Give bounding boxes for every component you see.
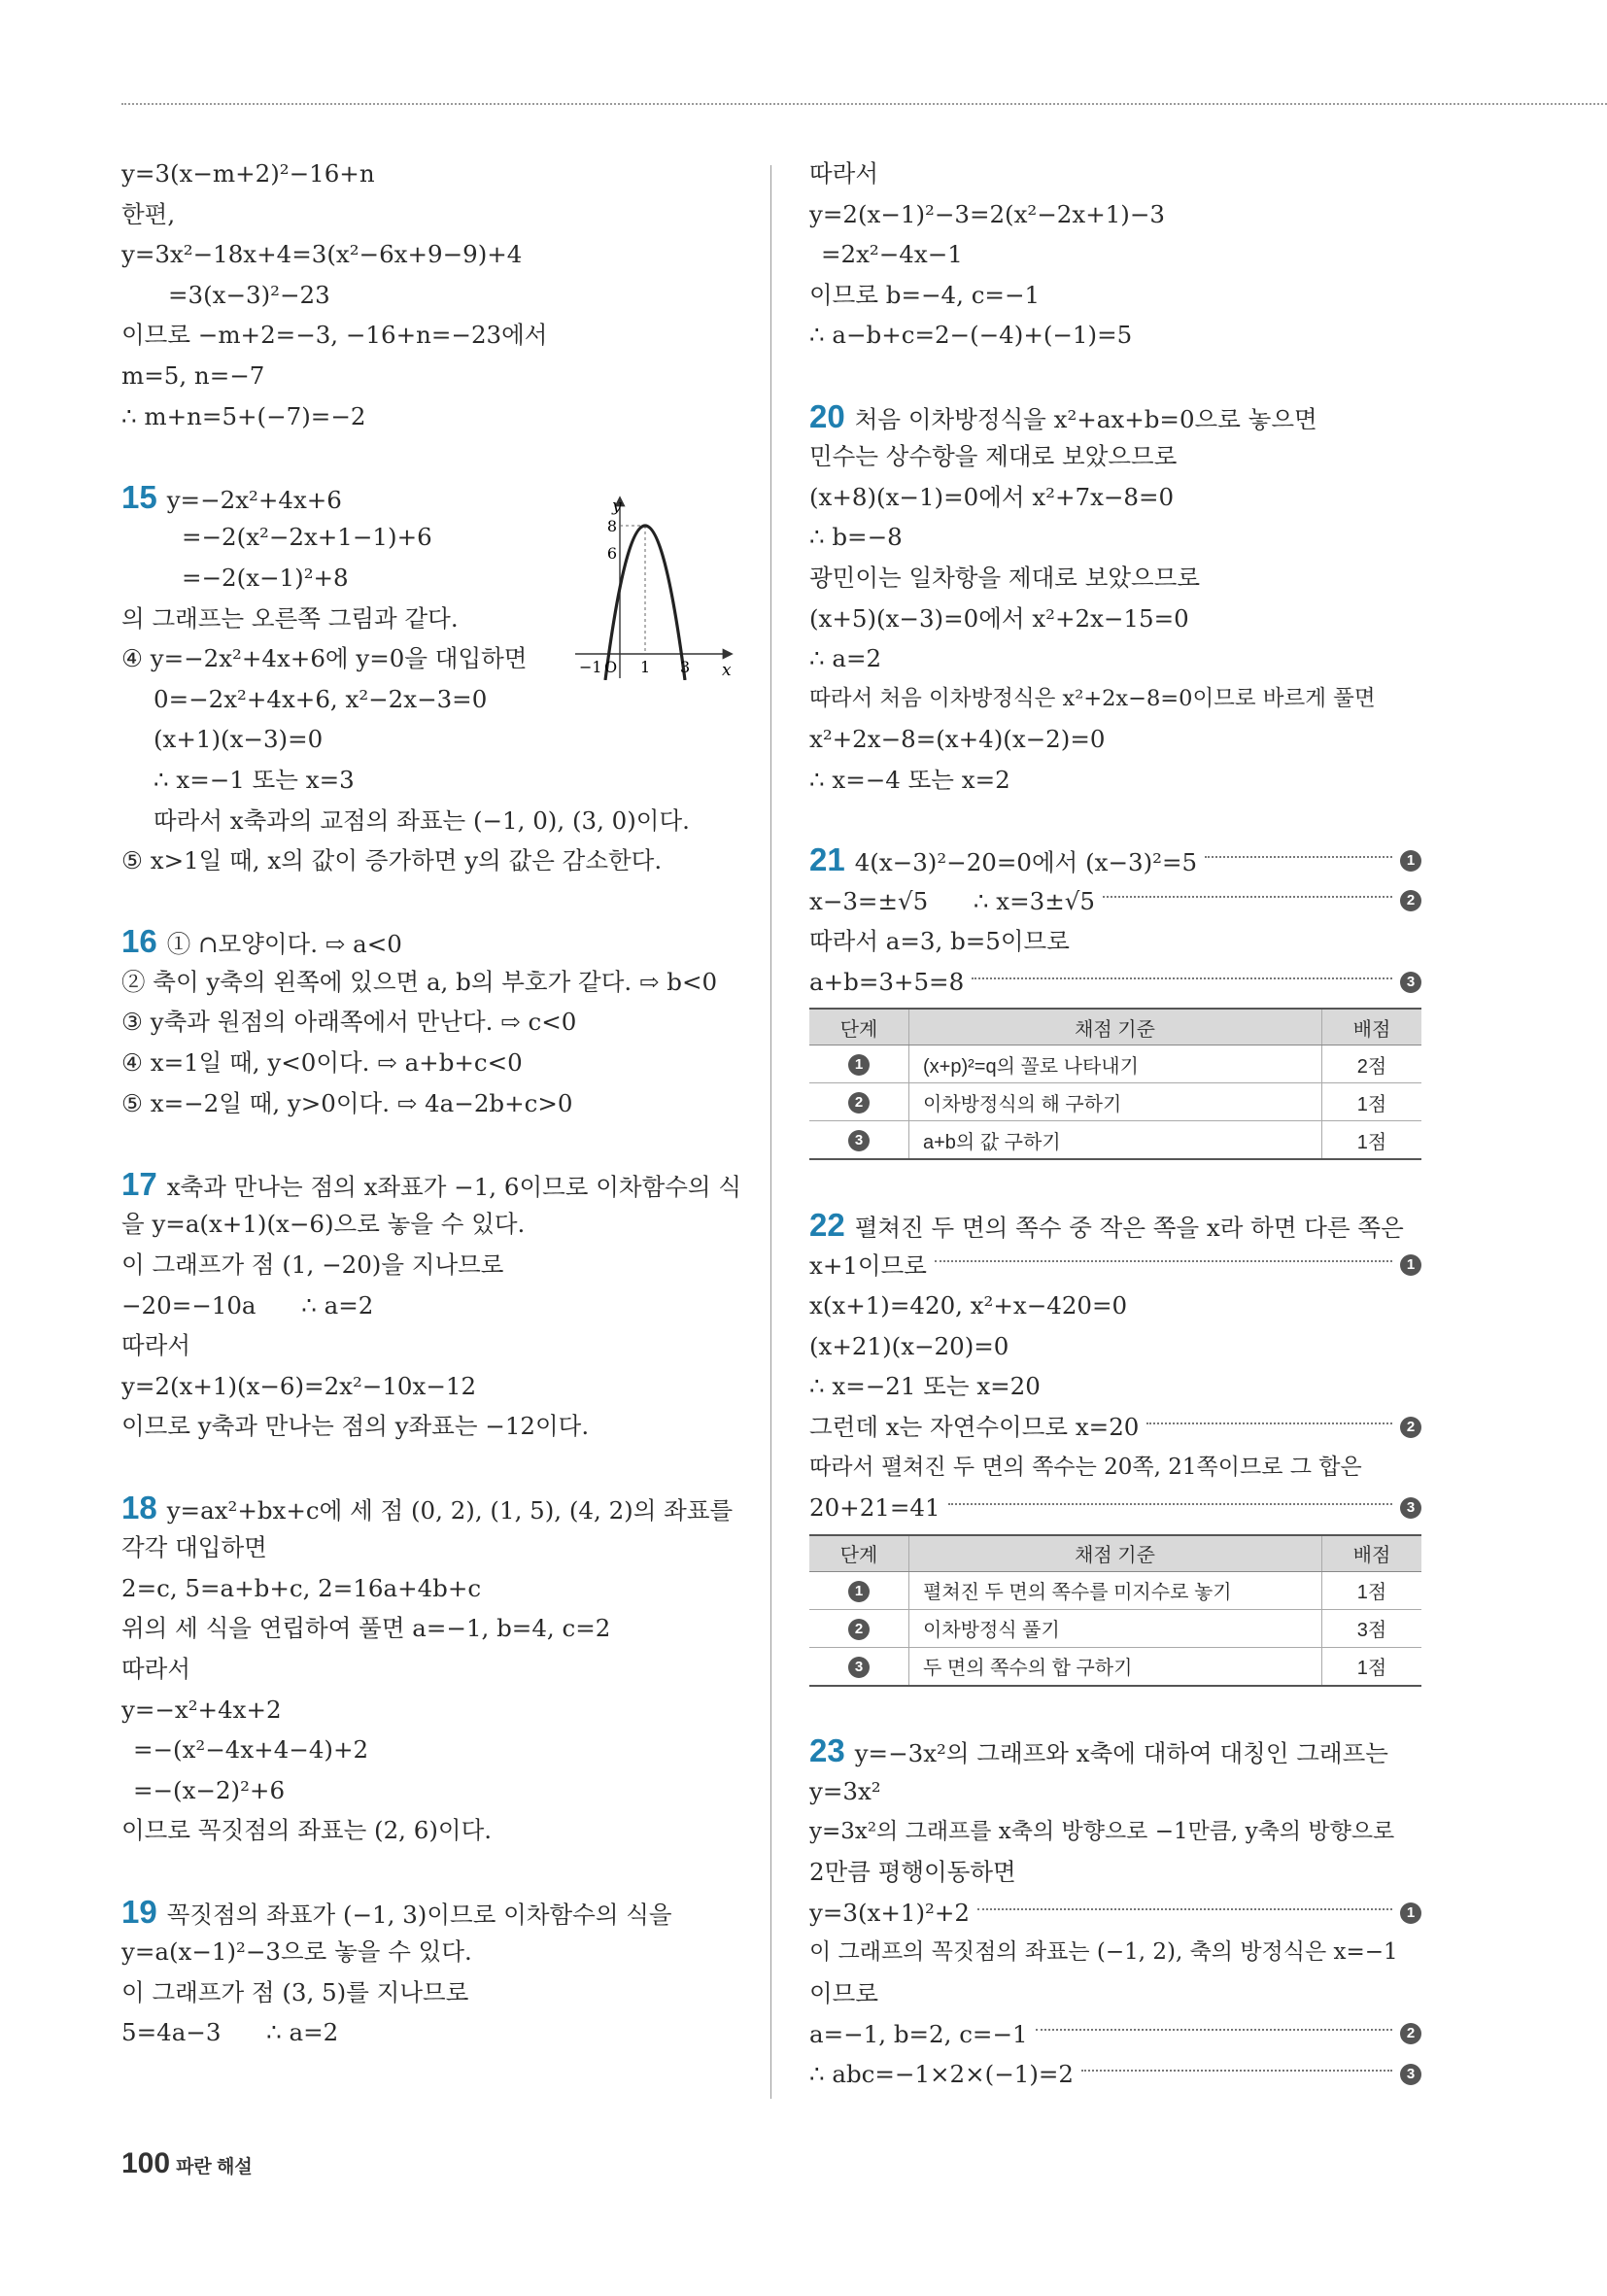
text-line: 민수는 상수항을 제대로 보았으므로 [809,442,1178,471]
points-cell: 1점 [1322,1121,1422,1160]
left-column [121,154,743,2053]
text-line: ∴ x=−1 또는 x=3 [154,765,355,794]
text-line: 위의 세 식을 연립하여 풀면 a=−1, b=4, c=2 [121,1614,611,1643]
text-line: =3(x−3)²−23 [168,280,330,309]
x-tick-label: −1 [579,658,602,676]
text-line-row [809,2054,1421,2095]
text-line: 따라서 [121,1654,191,1683]
text-line: (x+5)(x−3)=0에서 x²+2x−15=0 [809,603,1189,633]
table-row [809,1609,1421,1647]
text-line: 따라서 a=3, b=5이므로 [809,927,1070,956]
problem-16 [121,921,743,962]
step-marker: 2 [1400,1417,1421,1438]
step-marker: 1 [848,1581,870,1602]
step-marker: 2 [1400,890,1421,911]
text-line: 2만큼 평행이동하면 [809,1858,1016,1887]
text-line: 꼭짓점의 좌표가 (−1, 3)이므로 이차함수의 식을 [166,1900,672,1929]
origin-label: O [604,658,618,676]
text-line: ∴ m+n=5+(−7)=−2 [121,401,366,430]
text-line: 이 그래프의 꼭짓점의 좌표는 (−1, 2), 축의 방정식은 x=−1 [809,1939,1398,1966]
text-line: x−3=±√5 ∴ x=3±√5 [809,886,1095,915]
problem-number: 16 [121,923,157,960]
text-line: ① ∩모양이다. ⇨ a<0 [166,930,402,959]
points-cell: 3점 [1322,1609,1422,1647]
table-row [809,1121,1421,1160]
text-line: ⑤ x=−2일 때, y>0이다. ⇨ 4a−2b+c>0 [121,1088,573,1117]
x-tick-label: 1 [640,658,651,676]
problem-21 [809,840,1421,881]
text-line: m=5, n=−7 [121,360,265,390]
step-marker: 3 [848,1130,870,1151]
text-line: 따라서 처음 이차방정식은 x²+2x−8=0이므로 바르게 풀면 [809,685,1376,711]
text-line: y=3(x+1)²+2 [809,1898,970,1927]
text-line: 광민이는 일차항을 제대로 보았으므로 [809,563,1201,592]
step-marker: 3 [1400,972,1421,993]
text-line: y=3x²−18x+4=3(x²−6x+9−9)+4 [121,240,523,269]
problem-number: 23 [809,1732,845,1769]
table-header: 단계 [809,1009,909,1045]
column-divider [770,165,771,2099]
step-marker: 2 [848,1092,870,1114]
text-line: 한편, [121,199,176,228]
step-marker: 3 [1400,2064,1421,2085]
text-line: (x+8)(x−1)=0에서 x²+7x−8=0 [809,482,1175,511]
criterion-cell: (x+p)²=q의 꼴로 나타내기 [909,1045,1322,1083]
step-marker: 2 [1400,2023,1421,2044]
text-line: 처음 이차방정식을 x²+ax+b=0으로 놓으면 [854,404,1317,433]
scoring-table-22 [809,1534,1421,1687]
table-row [809,1571,1421,1609]
y-tick-label: 6 [606,544,617,563]
text-line: =−(x−2)²+6 [133,1775,286,1804]
y-axis-label: y [612,497,622,516]
text-line-row [809,1893,1421,1934]
text-line: ② 축이 y축의 왼쪽에 있으면 a, b의 부호가 같다. ⇨ b<0 [121,967,718,996]
text-line: a+b=3+5=8 [809,967,965,996]
text-line-row [809,962,1421,1003]
text-line: 따라서 [121,1331,191,1360]
text-line: 이므로 b=−4, c=−1 [809,280,1041,309]
text-line: 각각 대입하면 [121,1533,267,1562]
text-line: 의 그래프는 오른쪽 그림과 같다. [121,603,459,633]
text-line: ∴ abc=−1×2×(−1)=2 [809,2060,1075,2089]
table-row [809,1045,1421,1083]
text-line: =−2(x−1)²+8 [182,563,349,592]
points-cell: 1점 [1322,1647,1422,1686]
page-number: 100 [121,2147,171,2179]
text-line: 펼쳐진 두 면의 쪽수 중 작은 쪽을 x라 하면 다른 쪽은 [854,1214,1404,1243]
text-line: (x+21)(x−20)=0 [809,1331,1009,1360]
problem-number: 20 [809,397,845,434]
text-line: 따라서 [809,159,879,188]
parabola-graph [575,494,740,680]
points-cell: 1점 [1322,1571,1422,1609]
problem-number: 19 [121,1893,157,1930]
text-line: 이므로 y축과 만나는 점의 y좌표는 −12이다. [121,1412,590,1441]
problem-22 [809,1205,1421,1246]
text-line: ∴ a−b+c=2−(−4)+(−1)=5 [809,321,1133,350]
text-line: 2=c, 5=a+b+c, 2=16a+4b+c [121,1573,482,1602]
text-line-row [809,2014,1421,2055]
problem-17 [121,1164,743,1205]
top-dotted-rule [121,103,1607,105]
table-header: 단계 [809,1535,909,1572]
text-line: y=3x² [809,1777,881,1805]
table-row [809,1083,1421,1121]
text-line: y=2(x+1)(x−6)=2x²−10x−12 [121,1371,477,1400]
points-cell: 1점 [1322,1083,1422,1121]
text-line-row [809,1407,1421,1448]
y-tick-label: 8 [606,517,617,535]
table-row [809,1647,1421,1686]
problem-number: 17 [121,1165,157,1202]
text-line: 이므로 [809,1978,879,2007]
criterion-cell: 이차방정식 풀기 [909,1609,1322,1647]
problem-number: 21 [809,840,845,877]
text-line: 4(x−3)²−20=0에서 (x−3)²=5 [854,847,1198,876]
text-line: −20=−10a ∴ a=2 [121,1290,374,1319]
step-marker: 3 [1400,1497,1421,1519]
text-line-row [809,881,1421,922]
text-line: y=−x²+4x+2 [121,1695,282,1724]
text-line: ⑤ x>1일 때, x의 값이 증가하면 y의 값은 감소한다. [121,846,663,875]
text-line: a=−1, b=2, c=−1 [809,2019,1028,2048]
step-marker: 3 [848,1657,870,1678]
text-line: y=3(x−m+2)²−16+n [121,159,375,188]
step-marker: 1 [1400,1254,1421,1276]
text-line: 이므로 −m+2=−3, −16+n=−23에서 [121,321,548,350]
step-marker: 2 [848,1619,870,1640]
text-line: 을 y=a(x+1)(x−6)으로 놓을 수 있다. [121,1210,526,1239]
text-line: ∴ x=−21 또는 x=20 [809,1372,1041,1401]
problem-number: 18 [121,1489,157,1525]
x-tick-label: 3 [680,658,691,676]
scoring-table-21 [809,1008,1421,1160]
text-line: ∴ a=2 [809,644,882,673]
x-axis-label: x [722,661,732,680]
text-line: y=3x²의 그래프를 x축의 방향으로 −1만큼, y축의 방향으로 [809,1818,1395,1844]
text-line: 그런데 x는 자연수이므로 x=20 [809,1413,1140,1442]
text-line: 5=4a−3 ∴ a=2 [121,2018,339,2047]
text-line: x축과 만나는 점의 x좌표가 −1, 6이므로 이차함수의 식 [166,1172,742,1201]
problem-23 [809,1731,1421,1771]
right-column [809,154,1421,2095]
text-line: =2x²−4x−1 [821,240,963,269]
text-line: 이므로 꼭짓점의 좌표는 (2, 6)이다. [121,1816,493,1845]
text-line: ③ y축과 원점의 아래쪽에서 만난다. ⇨ c<0 [121,1008,577,1037]
step-marker: 1 [1400,850,1421,872]
text-line: x²+2x−8=(x+4)(x−2)=0 [809,725,1106,754]
problem-number: 22 [809,1207,845,1244]
text-line: y=−3x²의 그래프와 x축에 대하여 대칭인 그래프는 [854,1739,1388,1768]
text-line: ④ y=−2x²+4x+6에 y=0을 대입하면 [121,644,528,673]
text-line: 0=−2x²+4x+6, x²−2x−3=0 [154,684,488,713]
text-line: y=−2x²+4x+6 [166,485,342,514]
text-line: 이 그래프가 점 (3, 5)를 지나므로 [121,1977,469,2006]
text-line: (x+1)(x−3)=0 [154,725,324,754]
text-line: ∴ x=−4 또는 x=2 [809,765,1010,794]
points-cell: 2점 [1322,1045,1422,1083]
criterion-cell: a+b의 값 구하기 [909,1121,1322,1160]
text-line-row [809,1488,1421,1528]
text-line: y=2(x−1)²−3=2(x²−2x+1)−3 [809,199,1165,228]
text-line: 따라서 x축과의 교점의 좌표는 (−1, 0), (3, 0)이다. [154,805,690,835]
problem-number: 15 [121,478,157,515]
page-footer [121,2147,253,2180]
table-header: 배점 [1322,1535,1422,1572]
text-line: y=ax²+bx+c에 세 점 (0, 2), (1, 5), (4, 2)의 좌표를 [166,1495,734,1525]
problem-20 [809,396,1421,437]
text-line: ∴ b=−8 [809,523,903,552]
problem-18 [121,1488,743,1528]
text-line: 따라서 펼쳐진 두 면의 쪽수는 20쪽, 21쪽이므로 그 합은 [809,1454,1362,1480]
table-header: 배점 [1322,1009,1422,1045]
text-line: y=a(x−1)²−3으로 놓을 수 있다. [121,1937,472,1967]
problem-19 [121,1892,743,1933]
table-header: 채점 기준 [909,1009,1322,1045]
text-line: 20+21=41 [809,1493,940,1523]
text-line: x(x+1)=420, x²+x−420=0 [809,1291,1128,1320]
criterion-cell: 두 면의 쪽수의 합 구하기 [909,1647,1322,1686]
criterion-cell: 펼쳐진 두 면의 쪽수를 미지수로 놓기 [909,1571,1322,1609]
text-line: 이 그래프가 점 (1, −20)을 지나므로 [121,1251,504,1280]
text-line: x+1이므로 [809,1251,927,1280]
text-line-row [809,1246,1421,1286]
text-line: ④ x=1일 때, y<0이다. ⇨ a+b+c<0 [121,1048,523,1078]
table-header: 채점 기준 [909,1535,1322,1572]
footer-label: 파란 해설 [176,2157,253,2177]
text-line: =−(x²−4x+4−4)+2 [133,1735,369,1765]
step-marker: 1 [1400,1902,1421,1924]
text-line: =−2(x²−2x+1−1)+6 [182,523,432,552]
criterion-cell: 이차방정식의 해 구하기 [909,1083,1322,1121]
step-marker: 1 [848,1054,870,1076]
